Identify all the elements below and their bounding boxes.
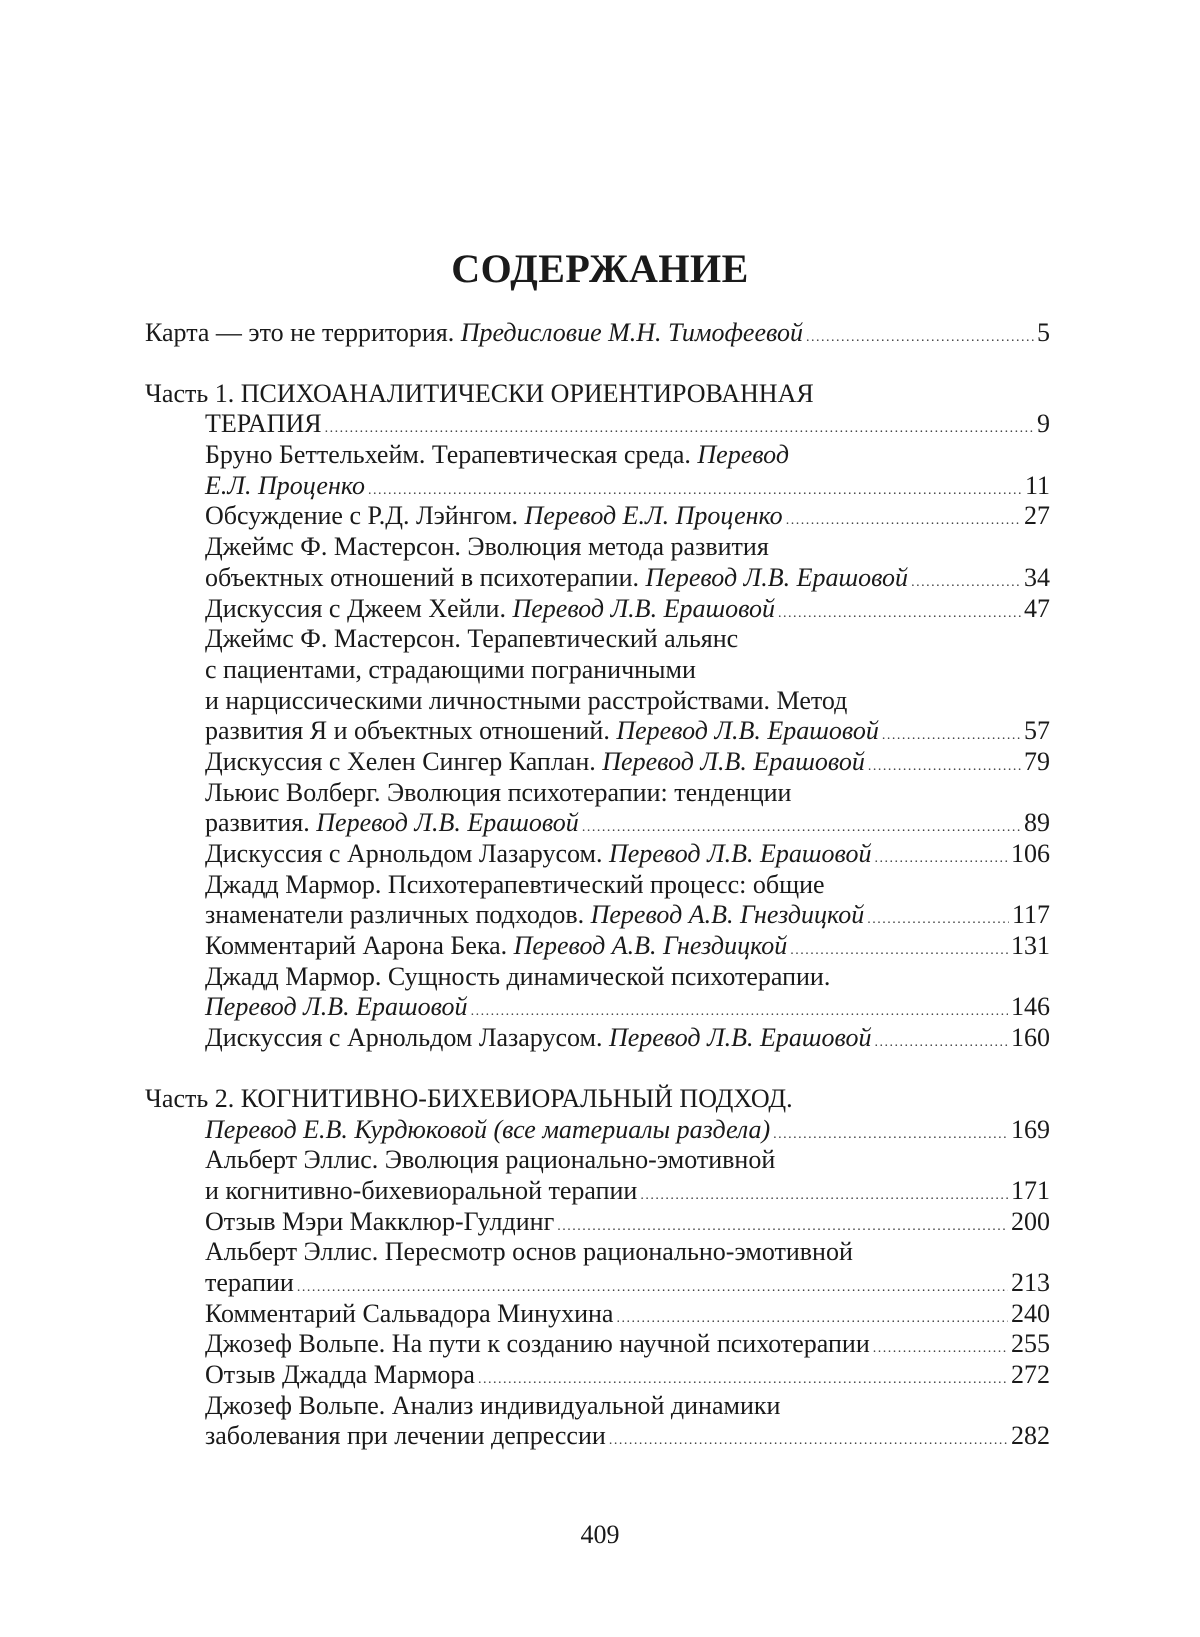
entry-text: Джеймс Ф. Мастерсон. Эволюция метода развития	[205, 532, 769, 562]
leader-dots	[875, 839, 1008, 875]
entry-translator: Перевод Л.В. Ерашовой	[616, 716, 879, 746]
toc-entry	[145, 1207, 1050, 1238]
page-ref: 57	[1024, 716, 1050, 746]
toc-entry	[145, 594, 1050, 625]
entry-text: Комментарий Аарона Бека.	[205, 931, 514, 961]
page-ref: 9	[1037, 409, 1050, 439]
page-ref: 146	[1011, 992, 1050, 1022]
toc-entry	[145, 900, 1050, 931]
page-ref: 11	[1024, 470, 1050, 500]
toc-entry	[145, 1268, 1050, 1299]
entry-text: Отзыв Джадда Мармора	[205, 1360, 475, 1389]
page-ref: 5	[1037, 318, 1050, 347]
toc-entry	[145, 501, 1050, 532]
part-heading	[145, 1084, 1050, 1115]
page-ref: 272	[1011, 1360, 1050, 1389]
entry-translator: Перевод Л.В. Ерашовой	[608, 1023, 872, 1053]
toc-entry	[145, 839, 1050, 870]
page-ref: 282	[1011, 1421, 1050, 1451]
entry-translator: Перевод Л.В. Ерашовой	[512, 593, 776, 623]
entry-translator: Е.Л. Проценко	[205, 470, 366, 500]
entry-text: Комментарий Сальвадора Минухина	[205, 1298, 614, 1328]
page-ref: 213	[1011, 1267, 1050, 1297]
page-ref: 171	[1011, 1175, 1050, 1205]
entry-text: Отзыв Мэри Макклюр-Гулдинг	[205, 1206, 555, 1236]
page-ref: 160	[1011, 1023, 1050, 1053]
entry-text: объектных отношений в психотерапии.	[205, 562, 646, 592]
entry-text: Дискуссия с Арнольдом Лазарусом.	[205, 1023, 609, 1053]
entry-translator: Перевод Е.В. Курдюковой (все материалы раздела)	[205, 1114, 771, 1144]
toc-entry	[145, 563, 1050, 594]
page-ref: 255	[1011, 1329, 1050, 1359]
entry-translator: Перевод А.В. Гнездицкой	[590, 900, 865, 930]
page-ref: 131	[1011, 931, 1050, 961]
toc-entry	[145, 1023, 1050, 1054]
toc-entry	[145, 992, 1050, 1023]
toc-entry	[145, 747, 1050, 778]
part-heading	[145, 1115, 1050, 1146]
entry-text: с пациентами, страдающими пограничными	[205, 654, 696, 684]
toc-entry	[145, 1360, 1050, 1391]
entry-text: Джозеф Вольпе. Анализ индивидуальной динамики	[205, 1390, 781, 1420]
leader-dots	[609, 1421, 1008, 1457]
toc-entry	[145, 931, 1050, 962]
entry-text: и нарциссическими личностными расстройствами. Метод	[205, 685, 848, 715]
page-ref: 47	[1024, 593, 1050, 623]
page-ref: 34	[1024, 562, 1050, 592]
toc-entry	[145, 471, 1050, 502]
toc-entry	[145, 318, 1050, 349]
toc-entry	[145, 808, 1050, 839]
toc-entry	[145, 1176, 1050, 1207]
page-ref: 89	[1024, 808, 1050, 838]
part-heading	[145, 409, 1050, 440]
page-title: СОДЕРЖАНИЕ	[451, 246, 749, 291]
entry-text: Джадд Мармор. Психотерапевтический процесс: общие	[205, 869, 825, 899]
leader-dots	[778, 594, 1021, 630]
leader-dots	[875, 1023, 1008, 1059]
leader-dots	[786, 501, 1021, 537]
toc-entry	[145, 716, 1050, 747]
toc-entry	[145, 1421, 1050, 1452]
entry-text: Альберт Эллис. Пересмотр основ рационально-эмотивной	[205, 1237, 853, 1267]
entry-text: знаменатели различных подходов.	[205, 900, 591, 930]
toc-entry	[145, 1299, 1050, 1330]
toc-entry	[145, 1329, 1050, 1360]
entry-text: Часть 2. КОГНИТИВНО-БИХЕВИОРАЛЬНЫЙ ПОДХОД.	[145, 1083, 793, 1113]
entry-text: Джозеф Вольпе. На пути к созданию научной психотерапии	[205, 1329, 870, 1359]
entry-text: Льюис Волберг. Эволюция психотерапии: тенденции	[205, 777, 792, 807]
entry-translator: Перевод Л.В. Ерашовой	[645, 562, 909, 592]
page-number: 409	[580, 1520, 620, 1549]
entry-text: Часть 1. ПСИХОАНАЛИТИЧЕСКИ ОРИЕНТИРОВАННАЯ	[145, 378, 814, 408]
table-of-contents	[145, 318, 1050, 1452]
entry-text: Дискуссия с Арнольдом Лазарусом.	[205, 839, 609, 868]
entry-translator: Предисловие М.Н. Тимофеевой	[460, 318, 803, 347]
entry-text: Джеймс Ф. Мастерсон. Терапевтический альянс	[205, 624, 739, 654]
entry-translator: Перевод	[697, 440, 789, 470]
entry-text: развития.	[205, 808, 317, 838]
page-ref: 79	[1024, 746, 1050, 776]
entry-text: Джадд Мармор. Сущность динамической психотерапии.	[205, 961, 831, 991]
entry-text: Карта — это не территория.	[145, 318, 461, 347]
leader-dots	[806, 318, 1034, 354]
entry-text: Бруно Беттельхейм. Терапевтическая среда.	[205, 440, 698, 470]
entry-translator: Перевод Е.Л. Проценко	[524, 501, 783, 531]
leader-dots	[773, 1115, 1008, 1151]
entry-text: ТЕРАПИЯ	[205, 409, 322, 439]
page-ref: 169	[1011, 1114, 1050, 1144]
entry-translator: Перевод Л.В. Ерашовой	[608, 839, 872, 868]
toc-entry	[145, 655, 1050, 686]
leader-dots	[868, 747, 1021, 783]
entry-text: заболевания при лечении депрессии	[205, 1421, 606, 1451]
entry-text: Обсуждение с Р.Д. Лэйнгом.	[205, 501, 525, 531]
page-ref: 106	[1011, 839, 1050, 868]
page-ref: 27	[1024, 501, 1050, 531]
entry-text: развития Я и объектных отношений.	[205, 716, 617, 746]
entry-translator: Перевод Л.В. Ерашовой	[205, 992, 468, 1022]
entry-text: терапии	[205, 1267, 294, 1297]
entry-text: Дискуссия с Джеем Хейли.	[205, 593, 513, 623]
entry-translator: Перевод Л.В. Ерашовой	[316, 808, 579, 838]
entry-text: Альберт Эллис. Эволюция рационально-эмотивной	[205, 1145, 776, 1175]
entry-text: и когнитивно-бихевиоральной терапии	[205, 1175, 638, 1205]
entry-text: Дискуссия с Хелен Сингер Каплан.	[205, 746, 603, 776]
entry-translator: Перевод Л.В. Ерашовой	[602, 746, 865, 776]
page-ref: 200	[1011, 1206, 1050, 1236]
toc-entry	[145, 686, 1050, 717]
part-heading	[145, 379, 1050, 410]
entry-translator: Перевод А.В. Гнездицкой	[513, 931, 788, 961]
page-ref: 240	[1011, 1298, 1050, 1328]
page-ref: 117	[1011, 900, 1050, 930]
